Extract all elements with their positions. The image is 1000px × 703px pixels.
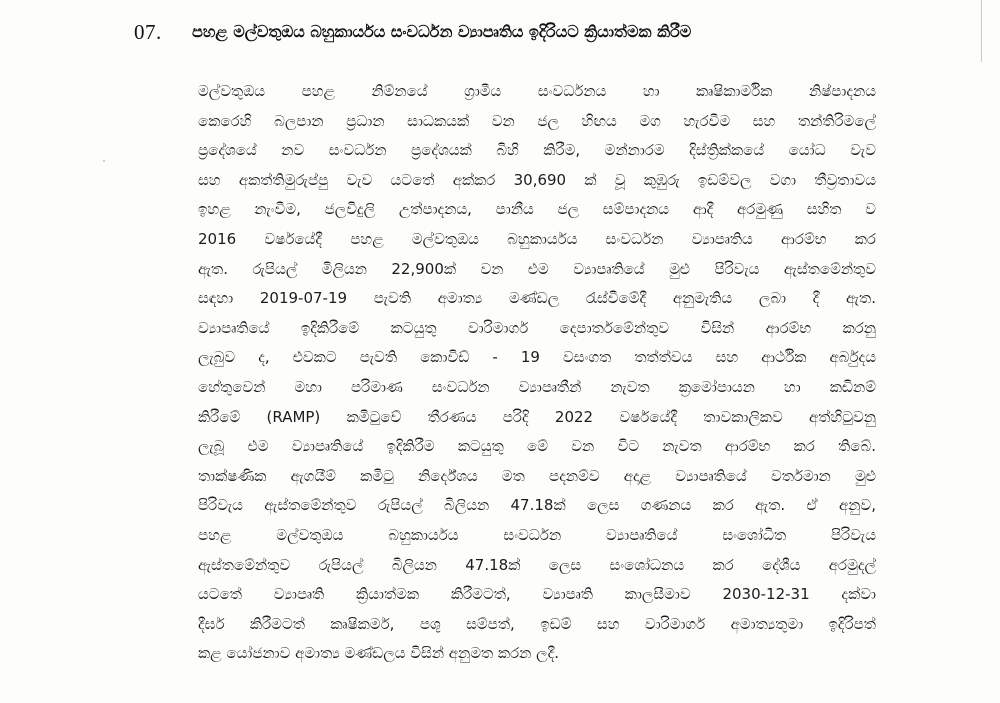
body-line-8: සඳහා 2019-07-19 පැවති අමාත්‍ය මණ්ඩල රැස්වීමේදී අනුමැතිය ලබා දී ඇත. — [198, 289, 876, 308]
body-line-19: දීර්ඝ කිරීමටත් කෘෂිකර්ම, පශු සම්පත්, ඉඩම් සහ වාරිමාර්ග අමාත්‍යතුමා ඉදිරිපත් — [198, 614, 876, 633]
body-line-5: ඉහළ නැංවීම, ජලවිදුලි උත්පාදනය, පානීය ජල සම්පාදනය ආදී අරමුණු සහිත ව — [198, 200, 876, 219]
body-line-13: ලැබූ එම ව්‍යාපෘතියේ ඉදිකිරීම කටයුතු මේ වන විට නැවත ආරම්භ කර තිබේ. — [198, 437, 876, 456]
body-line-15: පිරිවැය ඇස්තමේන්තුව රුපියල් බිලියන 47.18ක් ලෙස ගණනය කර ඇත. ඒ අනුව, — [198, 496, 876, 515]
body-line-7: ඇත. රුපියල් මිලියන 22,900ක් වන එම ව්‍යාපෘතියේ මුළු පිරිවැය ඇස්තමේන්තුව — [198, 259, 876, 278]
scan-edge-line — [981, 0, 982, 62]
body-line-11: හේතුවෙන් මහා පරිමාණ සංවර්ධන ව්‍යාපෘතීන් නැවත ක්‍රමෝපායන හා කඩිනම් — [198, 377, 876, 396]
body-paragraph — [198, 77, 876, 669]
body-line-18: යටතේ ව්‍යාපෘති ක්‍රියාත්මක කිරීමටත්, ව්‍යාපෘති කාලසීමාව 2030-12-31 දක්වා — [198, 585, 876, 604]
body-line-17: ඇස්තමේන්තුව රුපියල් බිලියන 47.18ක් ලෙස සංශෝධනය කර දේශීය අරමුදල් — [198, 555, 876, 574]
body-line-1: මල්වතුඔය පහළ නිම්නයේ ග්‍රාමීය සංවර්ධනය හා කෘෂිකාර්මික නිෂ්පාදනය — [198, 82, 876, 100]
scan-speck — [103, 160, 105, 162]
body-line-3: ප්‍රදේශයේ නව සංවර්ධන ප්‍රදේශයක් බිහි කිරීම, මන්නාරම දිස්ත්‍රික්කයේ යෝධ වැව — [198, 141, 876, 160]
body-line-14: තාක්ෂණික ඇගයීම් කමිටු නිර්දේශය මත පදනම්ව අදාළ ව්‍යාපෘතියේ වර්තමාන මුළු — [198, 466, 876, 485]
section-heading: පහළ මල්වතුඔය බහුකාර්යය සංවර්ධන ව්‍යාපෘතිය ඉදිරියට ක්‍රියාත්මක කිරීම — [192, 22, 692, 41]
body-line-10: ලැබුව ද, එවකට පැවති කොවිඩ් - 19 වසංගත තත්ත්වය සහ ආර්ථික අර්බුදය — [198, 348, 876, 367]
body-line-9: ව්‍යාපෘතියේ ඉදිකිරීමේ කටයුතු වාරිමාර්ග දෙපාර්තමේන්තුව විසින් ආරම්භ කරනු — [198, 318, 876, 337]
body-line-4: සහ අකත්තිමුරුප්පු වැව යටතේ අක්කර 30,690 ක් වූ කුඹුරු ඉඩම්වල වගා තීව්‍රතාවය — [198, 170, 876, 189]
body-line-2: කෙරෙහි බලපාන ප්‍රධාන සාධකයක් වන ජල හිඟය මග හැරවීම සහ තන්තිරිමලේ — [198, 111, 876, 130]
body-line-20: කළ යෝජනාව අමාත්‍ය මණ්ඩලය විසින් අනුමත කරන ලදී. — [198, 644, 559, 663]
section-number: 07. — [134, 20, 162, 44]
body-line-12: කිරීමේ (RAMP) කමිටුවේ තීරණය පරිදි 2022 වර්ෂයේදී තාවකාලිකව අත්හිටුවනු — [198, 407, 876, 426]
body-line-16: පහළ මල්වතුඔය බහුකාර්යය සංවර්ධන ව්‍යාපෘතියේ සංශෝධිත පිරිවැය — [198, 525, 876, 544]
body-line-6: 2016 වර්ෂයේදී පහළ මල්වතුඔය බහුකාර්යය සංවර්ධන ව්‍යාපෘතිය ආරම්භ කර — [198, 229, 876, 248]
